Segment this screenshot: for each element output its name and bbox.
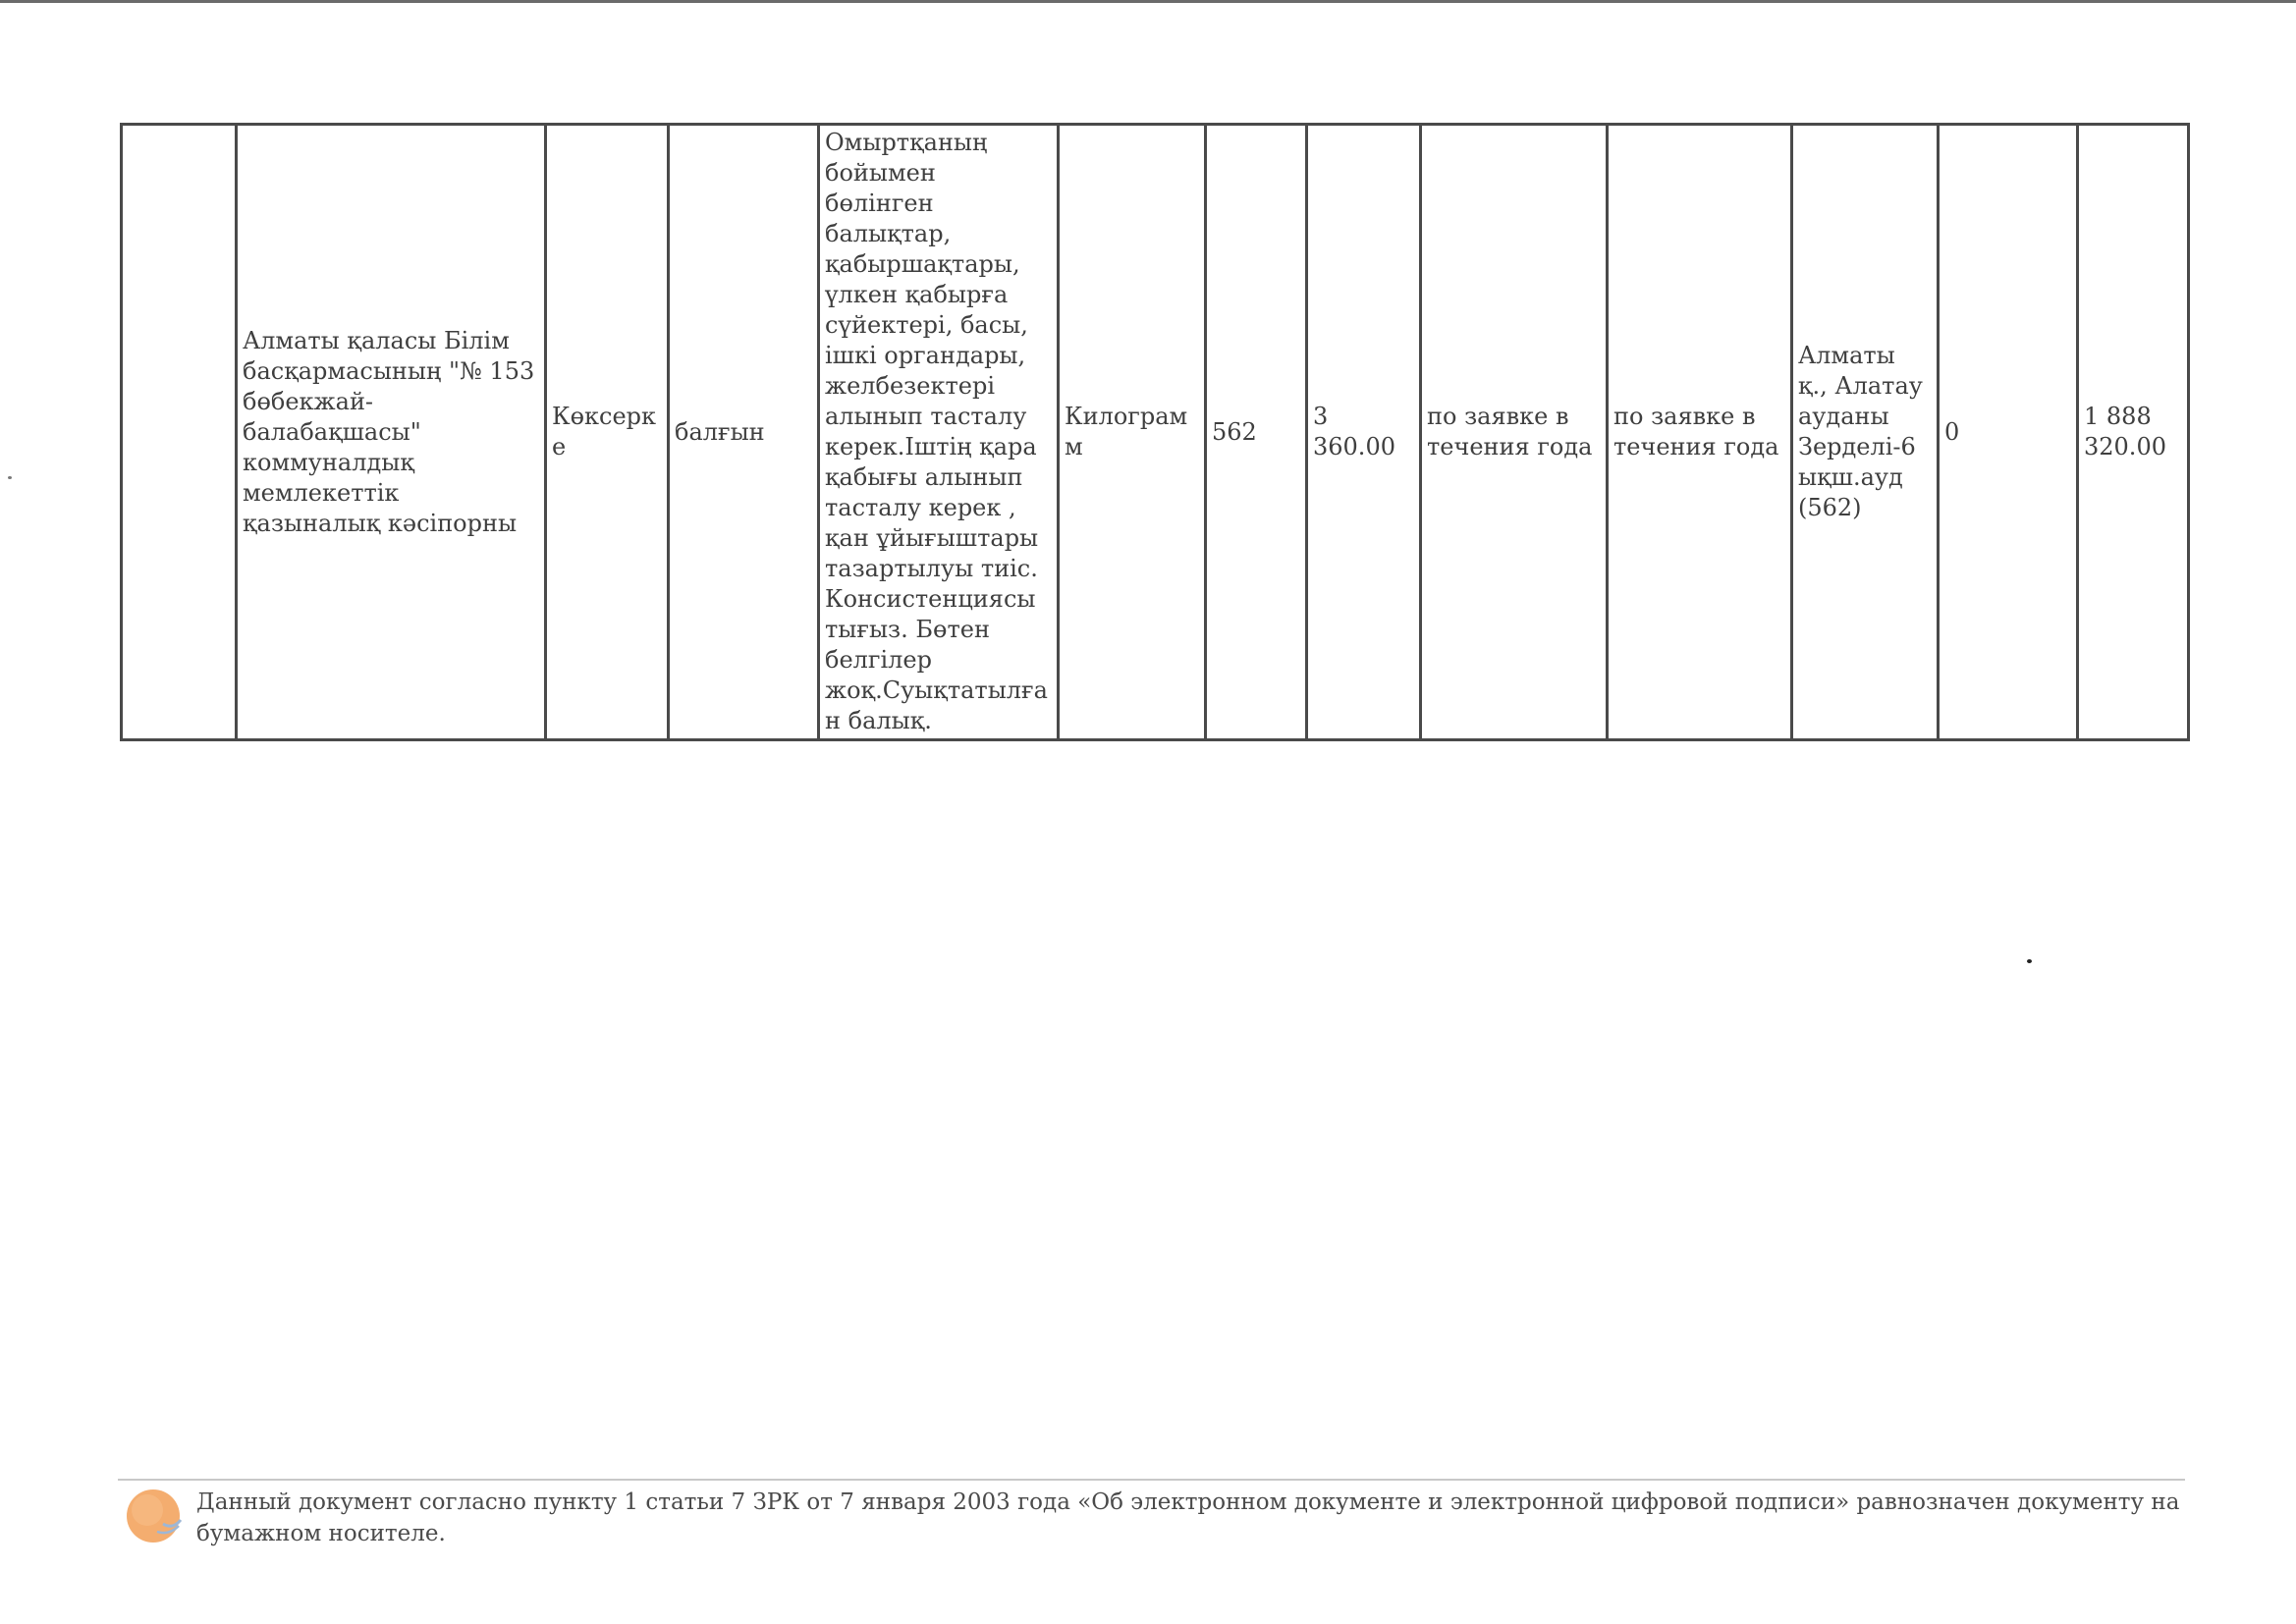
cell-delivery-term: по заявке в течения года	[1421, 125, 1608, 740]
cell-quantity: 562	[1206, 125, 1307, 740]
cell-total: 1 888 320.00	[2078, 125, 2189, 740]
cell-advance: 0	[1939, 125, 2078, 740]
page-top-edge	[0, 0, 2296, 3]
cell-number	[122, 125, 237, 740]
cell-product-type: балғын	[669, 125, 819, 740]
scan-speck	[2027, 959, 2032, 963]
footer-legal-notice: Данный документ согласно пункту 1 статьи 7 ЗРК от 7 января 2003 года «Об электронном документе и электронной цифровой подписи» равнозначен документу на бумажном носителе.	[196, 1489, 2180, 1546]
cell-price: 3 360.00	[1307, 125, 1421, 740]
cell-customer: Алматы қаласы Білім басқармасының "№ 153 бөбекжай-балабақшасы" коммуналдық мемлекеттік қазыналық кәсіпорны	[237, 125, 546, 740]
cell-delivery-address: Алматы қ., Алатау ауданы Зерделі-6 ықш.ауд (562)	[1792, 125, 1939, 740]
cell-product-name: Көксерке	[546, 125, 669, 740]
footer-divider	[118, 1479, 2185, 1481]
cell-unit: Килограмм	[1059, 125, 1206, 740]
table-row	[122, 125, 2189, 740]
procurement-table	[120, 123, 2190, 741]
cell-description: Омыртқаның бойымен бөлінген балықтар, қабыршақтары, үлкен қабырға сүйектері, басы, ішкі органдары, желбезектері алынып тасталу керек.Іштің қара қабығы алынып тасталу керек , қан ұйығыштары тазартылуы тиіс. Консистенциясы тығыз. Бөтен белгілер жоқ.Суықтатылған балық.	[819, 125, 1059, 740]
cell-delivery-schedule: по заявке в течения года	[1608, 125, 1792, 740]
e-gov-sun-logo-icon	[124, 1487, 185, 1547]
scan-speck	[8, 476, 12, 479]
